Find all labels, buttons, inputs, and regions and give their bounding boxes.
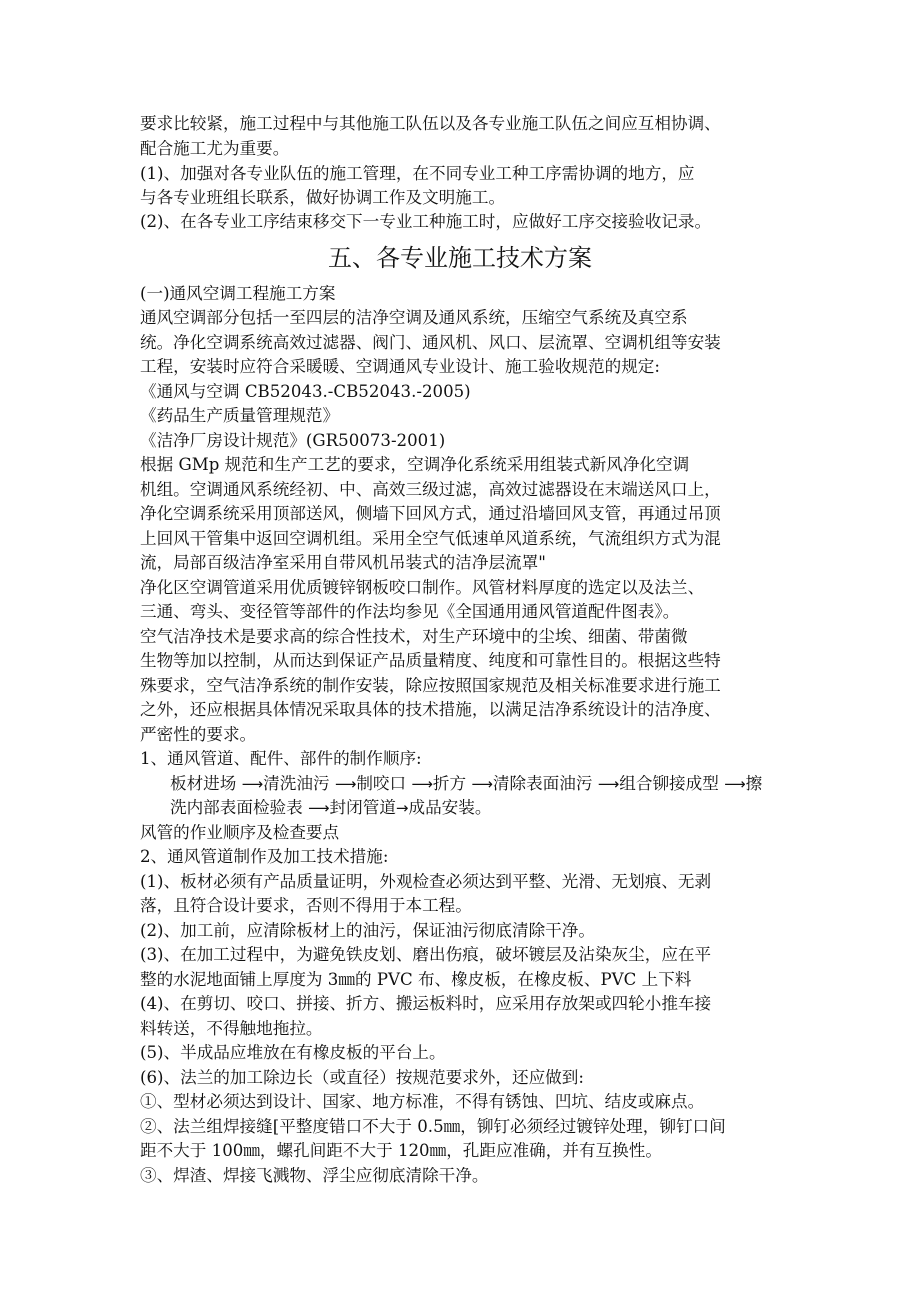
flow-step: 清除表面油污	[492, 774, 593, 793]
standard-reference: 《通风与空调 CB52043.-CB52043.-2005)	[140, 382, 471, 401]
text-line: 殊要求，空气洁净系统的制作安装，除应按照国家规范及相关标准要求进行施工	[140, 676, 721, 695]
text-line: 空气洁净技术是要求高的综合性技术，对生产环境中的尘埃、细菌、带菌微	[140, 627, 688, 646]
list-heading: 2、通风管道制作及加工技术措施:	[140, 847, 389, 866]
flow-step: 洗内部表面检验表	[170, 798, 303, 817]
standard-reference: 《药品生产质量管理规范》	[140, 406, 340, 425]
flow-step: 清洗油污	[263, 774, 330, 793]
text-line: 配合施工尤为重要。	[140, 139, 290, 158]
text-line: ③、焊渣、焊接飞溅物、浮尘应彻底清除干净。	[140, 1166, 489, 1185]
text-line: 统。净化空调系统高效过滤器、阀门、通风机、风口、层流罩、空调机组等安装	[140, 333, 721, 352]
arrow-right-icon: →	[395, 799, 409, 817]
text-line: ②、法兰组焊接缝[平整度错口不大于 0.5㎜，铆钉必须经过镀锌处理，铆钉口间	[140, 1117, 726, 1136]
text-line: (2)、在各专业工序结束移交下一专业工种施工时，应做好工序交接验收记录。	[140, 212, 712, 231]
section-heading: 五、各专业施工技术方案	[328, 244, 592, 272]
text-line: (4)、在剪切、咬口、拼接、折方、搬运板料时，应采用存放架或四轮小推车接	[140, 994, 712, 1013]
text-line: 净化区空调管道采用优质镀锌钢板咬口制作。风管材料厚度的选定以及法兰、	[140, 578, 705, 597]
text-line: 落，且符合设计要求，否则不得用于本工程。	[140, 896, 472, 915]
text-line: 流，局部百级洁净室采用自带风机吊装式的洁净层流罩"	[140, 553, 546, 572]
subsection-title: (一)通风空调工程施工方案	[140, 284, 336, 303]
arrow-right-icon: ⟶	[724, 775, 746, 793]
text-line: 整的水泥地面铺上厚度为 3㎜的 PVC 布、橡皮板，在橡皮板、PVC 上下料	[140, 970, 692, 989]
flow-step: 制咬口	[356, 774, 407, 793]
text-line: ①、型材必须达到设计、国家、地方标准，不得有锈蚀、凹坑、结皮或麻点。	[140, 1092, 705, 1111]
arrow-right-icon: ⟶	[241, 775, 264, 793]
arrow-right-icon: ⟶	[597, 775, 620, 793]
flow-step: 组合铆接成型	[619, 774, 719, 793]
text-line: (1)、加强对各专业队伍的施工管理，在不同专业工种工序需协调的地方，应	[140, 164, 695, 183]
text-line: 与各专业班组长联系，做好协调工作及文明施工。	[140, 188, 506, 207]
arrow-right-icon: ⟶	[308, 799, 330, 817]
flow-step: 擦	[745, 774, 763, 793]
text-line: (3)、在加工过程中，为避免铁皮划、磨出伤痕，破坏镀层及沾染灰尘，应在平	[140, 945, 712, 964]
text-line: 风管的作业顺序及检查要点	[140, 823, 340, 842]
text-line: 距不大于 100㎜，螺孔间距不大于 120㎜，孔距应准确，并有互换性。	[140, 1141, 662, 1160]
text-line: (2)、加工前，应清除板材上的油污，保证油污彻底清除干净。	[140, 921, 595, 940]
standard-reference: 《洁净厂房设计规范》(GR50073-2001)	[140, 431, 446, 450]
flow-step: 折方	[432, 774, 467, 793]
process-flow-row-1	[170, 772, 762, 796]
text-line: (1)、板材必须有产品质量证明，外观检查必须达到平整、光滑、无划痕、无剥	[140, 872, 712, 891]
text-line: 机组。空调通风系统经初、中、高效三级过滤，高效过滤器设在末端送风口上，	[140, 480, 721, 499]
text-line: 净化空调系统采用顶部送风，侧墙下回风方式，通过沿墙回风支管，再通过吊顶	[140, 504, 721, 523]
text-line: 根据 GMp 规范和生产工艺的要求，空调净化系统采用组装式新风净化空调	[140, 455, 690, 474]
process-flow-row-2	[170, 796, 491, 820]
text-line: 料转送，不得触地拖拉。	[140, 1019, 323, 1038]
text-line: 要求比较紧，施工过程中与其他施工队伍以及各专业施工队伍之间应互相协调、	[140, 114, 721, 133]
arrow-right-icon: ⟶	[471, 775, 493, 793]
flow-step: 封闭管道	[329, 798, 396, 817]
arrow-right-icon: ⟶	[411, 775, 433, 793]
text-line: 三通、弯头、变径管等部件的作法均参见《全国通用通风管道配件图表》。	[140, 602, 680, 621]
list-heading: 1、通风管道、配件、部件的制作顺序:	[140, 749, 422, 768]
flow-step: 板材进场	[170, 774, 237, 793]
text-line: (6)、法兰的加工除边长（或直径）按规范要求外，还应做到:	[140, 1068, 584, 1087]
text-line: 通风空调部分包括一至四层的洁净空调及通风系统，压缩空气系统及真空系	[140, 308, 688, 327]
text-line: 严密性的要求。	[140, 725, 257, 744]
text-line: 之外，还应根据具体情况采取具体的技术措施，以满足洁净系统设计的洁净度、	[140, 700, 721, 719]
arrow-right-icon: ⟶	[334, 775, 357, 793]
flow-step: 成品安装。	[408, 798, 492, 817]
text-line: 工程，安装时应符合采暖暖、空调通风专业设计、施工验收规范的规定:	[140, 357, 660, 376]
text-line: (5)、半成品应堆放在有橡皮板的平台上。	[140, 1043, 446, 1062]
text-line: 上回风干管集中返回空调机组。采用全空气低速单风道系统，气流组织方式为混	[140, 529, 721, 548]
text-line: 生物等加以控制，从而达到保证产品质量精度、纯度和可靠性目的。根据这些特	[140, 651, 721, 670]
